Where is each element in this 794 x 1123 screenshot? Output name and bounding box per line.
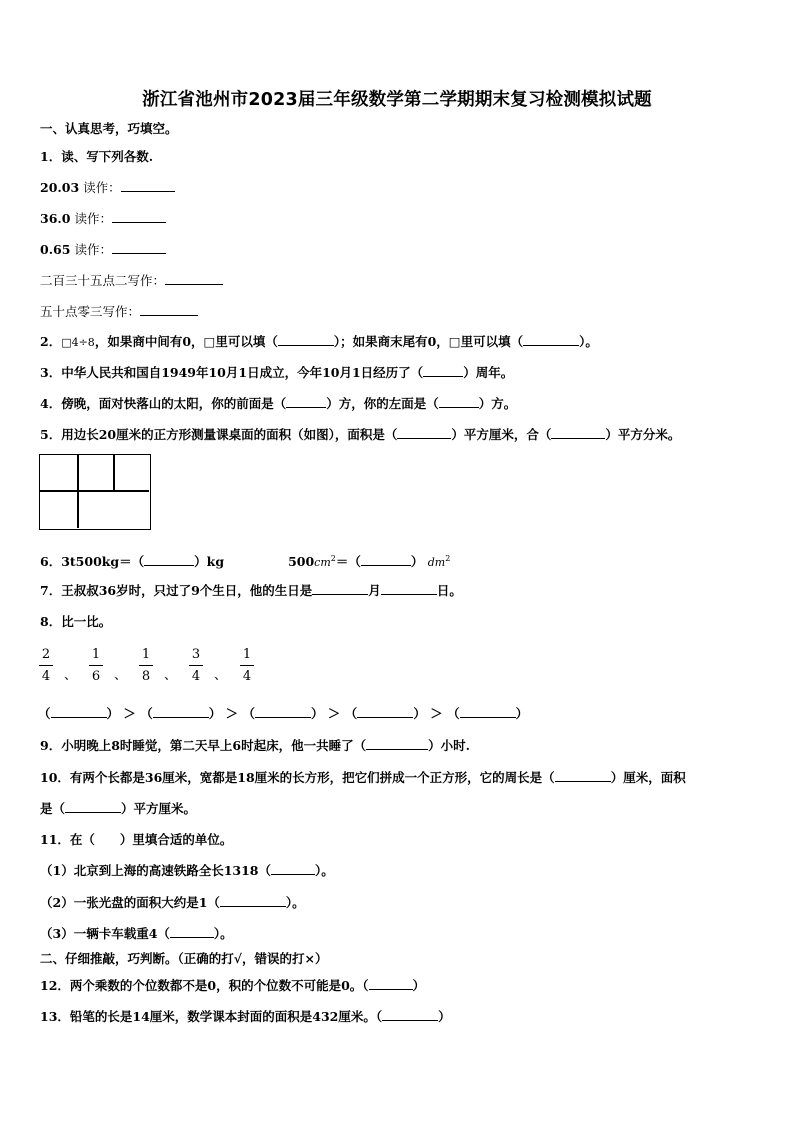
question-1c [40,242,166,258]
q7-text-3: 日。 [436,583,462,598]
answer-blank[interactable] [460,706,516,718]
q3-text-2: ）周年。 [463,365,514,380]
q9-text-1: 9．小明晚上8时睡觉，第二天早上6时起床，他一共睡了（ [40,738,367,753]
number-value: 20.03 [40,180,80,195]
q2-number: 2． [40,334,62,349]
question-3 [40,365,513,381]
denominator: 4 [191,669,201,684]
paren-open: （ [344,706,358,721]
answer-blank[interactable] [397,427,451,439]
q3-text-1: 3．中华人民共和国自1949年10月1日成立，今年10月1日经历了（ [40,365,424,380]
answer-blank[interactable] [286,396,326,408]
paren-close: ） [515,706,529,721]
answer-blank[interactable] [555,770,611,782]
answer-blank[interactable] [121,180,175,192]
greater-than-sign: ＞ [123,706,136,721]
numerator: 1 [242,647,252,662]
q6-text-1: 6．3t500kg＝（ [40,554,145,570]
numerator: 1 [141,647,151,662]
answer-blank[interactable] [220,895,286,907]
comparison-row [38,706,528,722]
section-heading-2: 二、仔细推敲，巧判断。（正确的打√，错误的打×） [40,951,328,966]
q11-3-text-1: （3）一辆卡车载重4（ [40,926,170,941]
answer-blank[interactable] [369,978,413,990]
numerator: 2 [41,647,51,662]
question-11-1 [40,863,334,879]
answer-blank[interactable] [112,211,166,223]
q13-text-2: ） [438,1009,451,1024]
fraction [39,646,53,685]
fraction-bar [240,665,254,666]
q10-text-4: ）平方厘米。 [121,801,197,816]
answer-blank[interactable] [439,396,479,408]
paren-close: ） [413,706,426,721]
denominator: 6 [91,669,101,684]
question-1-prompt: 1．读、写下列各数. [40,149,154,164]
q4-text-2: ）方，你的左面是（ [326,396,439,411]
answer-blank[interactable] [523,334,579,346]
q10-text-3: 是（ [40,801,66,816]
paren-open: （ [447,706,460,721]
q11-2-text-2: ）。 [285,895,305,910]
read-label: 读作： [74,211,112,226]
question-8-prompt: 8．比一比。 [40,614,112,629]
answer-blank[interactable] [65,801,121,813]
answer-blank[interactable] [271,863,315,875]
answer-blank[interactable] [144,554,194,566]
question-5 [40,427,680,443]
q6-text-4: ） [410,554,424,570]
question-7 [40,583,462,599]
paren-close: ） [106,706,120,721]
question-10-line-2 [40,801,196,817]
fraction-bar [89,665,103,666]
read-label: 读作： [74,242,112,257]
q13-text-1: 13．铅笔的长是14厘米，数学课本封面的面积是432厘米。（ [40,1009,383,1024]
grid-line-vertical-short [113,455,115,492]
write-label: 二百三十五点二写作： [40,273,166,288]
answer-blank[interactable] [382,1009,438,1021]
question-1e [40,304,198,320]
q5-text-2: ）平方厘米，合（ [451,427,552,442]
fraction [139,646,153,685]
paren-close: ） [208,706,222,721]
fraction-bar [189,665,203,666]
separator: 、 [164,668,178,683]
separator: 、 [64,668,78,683]
answer-blank[interactable] [312,583,368,595]
denominator: 4 [41,669,51,684]
numerator: 1 [91,647,101,662]
separator: 、 [114,668,128,683]
number-value: 36.0 [40,211,71,226]
q6-text-3: ＝（ [335,554,361,570]
answer-blank[interactable] [112,242,166,254]
q7-text-2: 月 [368,583,381,598]
question-1a [40,180,175,196]
greater-than-sign: ＞ [225,706,239,721]
unit-dm: dm [427,556,446,570]
q10-text-2: ）厘米，面积 [610,770,686,785]
exponent: 2 [445,554,451,563]
question-11-prompt: 11．在（ ）里填合适的单位。 [40,832,233,847]
q6-number: 500 [288,554,315,570]
paren-close: ） [311,706,324,721]
question-11-2 [40,895,305,911]
q12-text-1: 12．两个乘数的个位数都不是0，积的个位数不可能是0。（ [40,978,369,993]
fraction-bar [39,665,53,666]
q6-text-2: ）kg [194,554,225,570]
q2-text-1: ，如果商中间有0，□里可以填（ [94,334,278,349]
answer-blank[interactable] [361,554,411,566]
question-9 [40,738,470,754]
q11-3-text-2: ）。 [213,926,233,941]
number-value: 0.65 [40,242,71,257]
page-title: 浙江省池州市2023届三年级数学第二学期期末复习检测模拟试题 [142,90,652,110]
greater-than-sign: ＞ [430,706,443,721]
grid-line-horizontal [40,490,149,492]
q2-text-2: ）；如果商末尾有0，□里可以填（ [333,334,524,349]
q11-2-text-1: （2）一张光盘的面积大约是1（ [40,895,220,910]
answer-blank[interactable] [140,304,198,316]
paren-open: （ [38,706,51,721]
answer-blank[interactable] [165,273,223,285]
q4-text-3: ）方。 [478,396,517,411]
division-expression: □4÷8 [61,336,95,349]
q2-text-3: ）。 [579,334,598,349]
read-label: 读作： [83,180,121,195]
q5-text-1: 5．用边长20厘米的正方形测量课桌面的面积（如图），面积是（ [40,427,398,442]
question-13 [40,1009,451,1025]
question-10-line-1 [40,770,686,786]
question-11-3 [40,926,233,942]
question-6 [40,551,450,571]
denominator: 4 [242,669,252,684]
denominator: 8 [141,669,151,684]
answer-blank[interactable] [381,583,437,595]
q11-1-text-1: （1）北京到上海的高速铁路全长1318（ [40,863,271,878]
write-label: 五十点零三写作： [40,304,141,319]
paren-open: （ [140,706,153,721]
separator: 、 [214,668,228,683]
answer-blank[interactable] [357,706,413,718]
answer-blank[interactable] [278,334,334,346]
fraction-bar [139,665,153,666]
measurement-grid-figure [39,454,151,530]
answer-blank[interactable] [551,427,605,439]
q4-text-1: 4．傍晚，面对快落山的太阳，你的前面是（ [40,396,287,411]
fraction [189,646,203,685]
fraction [89,646,103,685]
q10-text-1: 10．有两个长都是36厘米，宽都是18厘米的长方形，把它们拼成一个正方形，它的周长是（ [40,770,555,785]
answer-blank[interactable] [153,706,209,718]
question-1d [40,273,223,289]
q7-text-1: 7．王叔叔36岁时，只过了9个生日，他的生日是 [40,583,313,598]
grid-line-vertical [77,455,79,528]
greater-than-sign: ＞ [327,706,341,721]
question-4 [40,396,516,412]
answer-blank[interactable] [366,738,428,750]
unit-cm: cm [314,556,331,570]
question-12 [40,978,425,994]
answer-blank[interactable] [255,706,311,718]
fraction [240,646,254,685]
q12-text-2: ） [412,978,426,993]
numerator: 3 [191,647,201,662]
answer-blank[interactable] [51,706,107,718]
q9-text-2: ）小时. [428,738,470,753]
question-2 [40,334,598,351]
exponent: 2 [330,554,336,563]
answer-blank[interactable] [423,365,463,377]
answer-blank[interactable] [170,926,214,938]
paren-open: （ [242,706,256,721]
q11-1-text-2: ）。 [315,863,334,878]
q5-text-3: ）平方分米。 [605,427,681,442]
section-heading-1: 一、认真思考，巧填空。 [40,121,178,136]
question-1b [40,211,166,227]
